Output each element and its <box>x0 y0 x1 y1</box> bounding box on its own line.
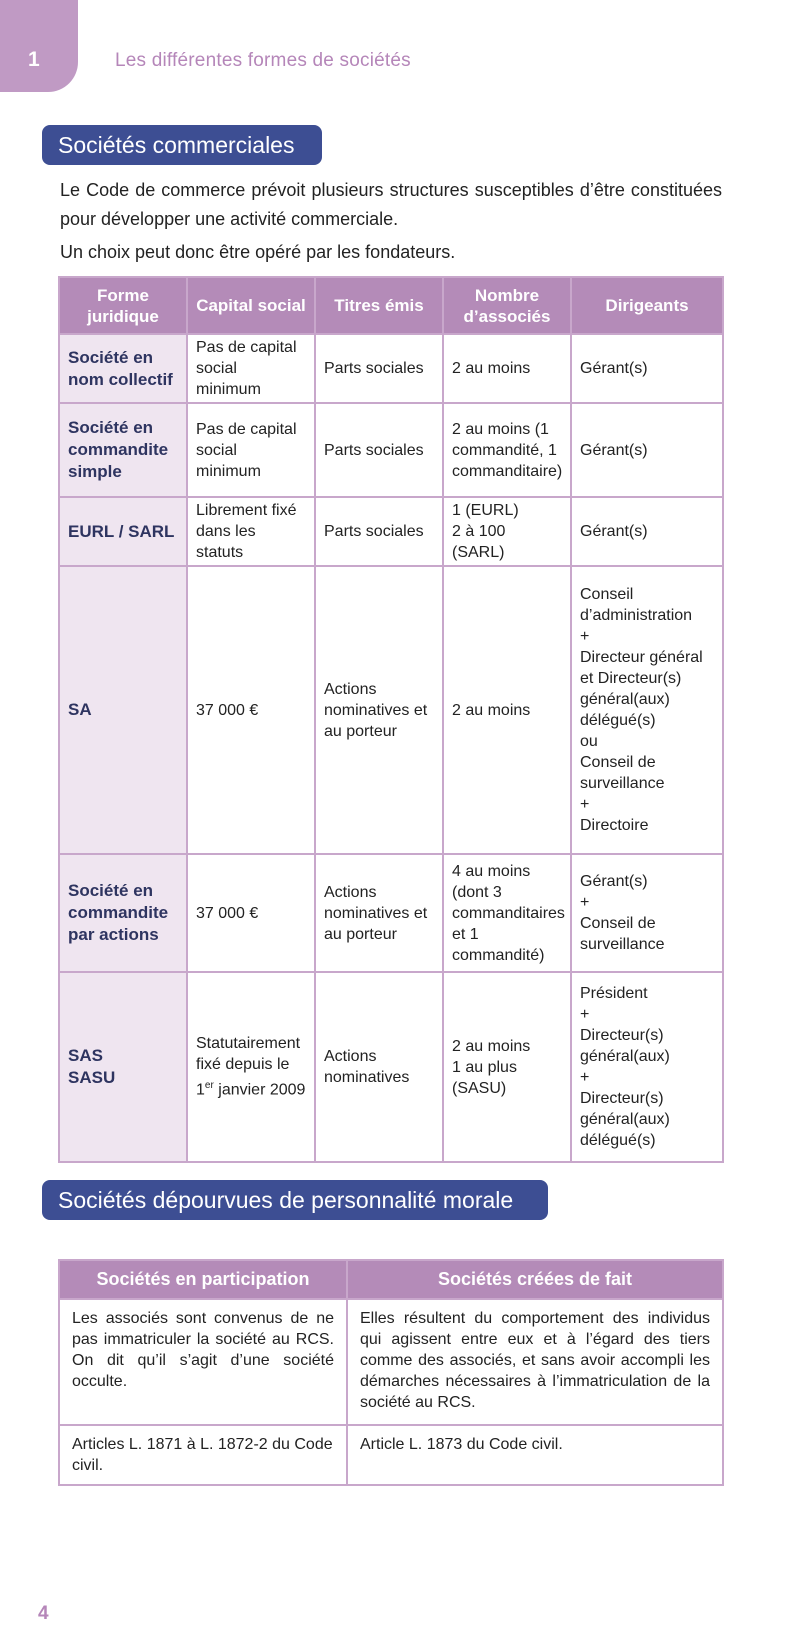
table-row <box>59 854 723 972</box>
no-legal-personality-table <box>58 1259 724 1486</box>
cell-titres: Parts sociales <box>315 334 443 403</box>
cell-capital: Librement fixé dans les statuts <box>187 497 315 566</box>
cell-dirigeants: Gérant(s) <box>571 334 723 403</box>
row-label: EURL / SARL <box>59 497 187 566</box>
cell-titres: Actions nominatives et au porteur <box>315 566 443 854</box>
header-associes: Nombre d’associés <box>443 277 571 334</box>
cell-creees-de-fait: Article L. 1873 du Code civil. <box>347 1425 723 1485</box>
chapter-number: 1 <box>28 48 40 71</box>
cell-associes: 2 au moins <box>443 334 571 403</box>
cell-dirigeants: Gérant(s) <box>571 403 723 497</box>
cell-participation: Articles L. 1871 à L. 1872-2 du Code civil. <box>59 1425 347 1485</box>
cell-titres: Parts sociales <box>315 403 443 497</box>
row-label: SAS SASU <box>59 972 187 1162</box>
row-label: Société en nom collectif <box>59 334 187 403</box>
table-header-row <box>59 1260 723 1299</box>
table-row <box>59 497 723 566</box>
cell-dirigeants: Gérant(s) <box>571 497 723 566</box>
table-row <box>59 1425 723 1485</box>
capital-text-end: janvier 2009 <box>213 1081 306 1099</box>
header-creees-de-fait: Sociétés créées de fait <box>347 1260 723 1299</box>
cell-associes: 4 au moins (dont 3 commanditaires et 1 commandité) <box>443 854 571 972</box>
page-number: 4 <box>38 1603 49 1624</box>
table-row <box>59 334 723 403</box>
header-dirigeants: Dirigeants <box>571 277 723 334</box>
capital-superscript: er <box>204 1080 214 1092</box>
intro-paragraph: Le Code de commerce prévoit plusieurs structures susceptibles d’être constituées pour développer une activité commerciale. <box>60 180 722 229</box>
cell-titres: Actions nominatives et au porteur <box>315 854 443 972</box>
cell-capital: Pas de capital social minimum <box>187 403 315 497</box>
cell-associes: 1 (EURL) 2 à 100 (SARL) <box>443 497 571 566</box>
cell-capital: 37 000 € <box>187 854 315 972</box>
capital-text: Statutairement fixé depuis le 1 <box>196 1035 301 1099</box>
table-header-row <box>59 277 723 334</box>
section-title-commercial: Sociétés commerciales <box>42 125 322 165</box>
header-forme: Forme juridique <box>59 277 187 334</box>
table-row <box>59 403 723 497</box>
table-row <box>59 972 723 1162</box>
section-title-no-legal-personality: Sociétés dépourvues de personnalité morale <box>42 1180 548 1220</box>
cell-capital <box>187 972 315 1162</box>
cell-dirigeants: Président + Directeur(s) général(aux) + Directeur(s) général(aux) délégué(s) <box>571 972 723 1162</box>
cell-dirigeants: Gérant(s) + Conseil de surveillance <box>571 854 723 972</box>
header-capital: Capital social <box>187 277 315 334</box>
header-participation: Sociétés en participation <box>59 1260 347 1299</box>
cell-associes: 2 au moins 1 au plus (SASU) <box>443 972 571 1162</box>
row-label: Société en commandite par actions <box>59 854 187 972</box>
cell-creees-de-fait: Elles résultent du comportement des individus qui agissent entre eux et à l’égard des tiers comme des associés, et sans avoir accompli les démarches nécessaires à l’immatriculation de la société au RCS. <box>347 1299 723 1425</box>
cell-capital: 37 000 € <box>187 566 315 854</box>
row-label: SA <box>59 566 187 854</box>
header-titres: Titres émis <box>315 277 443 334</box>
running-title: Les différentes formes de sociétés <box>115 50 411 71</box>
cell-associes: 2 au moins (1 commandité, 1 commanditaire) <box>443 403 571 497</box>
cell-capital: Pas de capital social minimum <box>187 334 315 403</box>
cell-titres: Actions nominatives <box>315 972 443 1162</box>
cell-dirigeants: Conseil d’administration + Directeur général et Directeur(s) général(aux) délégué(s) ou Conseil de surveillance + Directoire <box>571 566 723 854</box>
commercial-companies-table <box>58 276 724 1163</box>
cell-participation: Les associés sont convenus de ne pas immatriculer la société au RCS. On dit qu’il s’agit d’une société occulte. <box>59 1299 347 1425</box>
cell-associes: 2 au moins <box>443 566 571 854</box>
cell-titres: Parts sociales <box>315 497 443 566</box>
table-row <box>59 1299 723 1425</box>
chapter-tab <box>0 0 78 92</box>
intro-paragraph-2: Un choix peut donc être opéré par les fondateurs. <box>60 242 456 262</box>
row-label: Société en commandite simple <box>59 403 187 497</box>
table-row <box>59 566 723 854</box>
